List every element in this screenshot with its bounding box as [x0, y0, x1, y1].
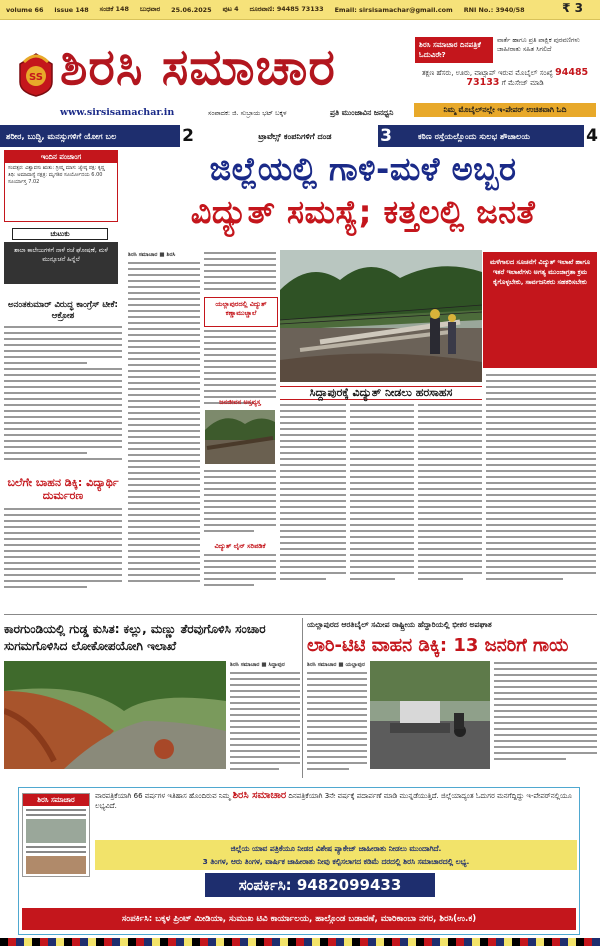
- landslide-photo: [4, 661, 226, 769]
- ad-address-bar: ಸಂಪರ್ಕಿಸಿ: ಬಕ್ಕಳ ಪ್ರಿಂಟ್ ಮೀಡಿಯಾ, ಸುಮುಖ ಟಿವಿ ಕಾರ್ಯಾಲಯ, ಹಾಲ್ಗೊಂಡ ಬಡಾವಣೆ, ಮಾರಿಕಾಂಬಾ ನಗರ, ಶಿರಸಿ(ಉ.ಕ): [22, 908, 576, 930]
- lead-column-3: [280, 404, 346, 594]
- promo-mid-text: [414, 68, 596, 98]
- landslide-image: [4, 661, 226, 769]
- top-info-bar: [0, 0, 600, 20]
- price-label: ₹ 3: [562, 1, 583, 15]
- promo-mid-lead: ತಕ್ಷಣ ಹೆಸರು, ಊರು, ವಾಟ್ಸಾಪ್ ಇರುವ ಮೊಬೈಲ್ ಸಂಖ್ಯೆ: [421, 69, 553, 77]
- edition-tagline: ಪ್ರತಿ ಮುಂಜಾವಿನ ಜನಧ್ವನಿ: [330, 108, 394, 117]
- rni-label: RNI No.: 3940/58: [463, 5, 525, 14]
- lead-subheading-2: ಜನಜೀವನ ಅಸ್ತವ್ಯಸ್ತ: [219, 398, 261, 406]
- right-column-body: [486, 374, 596, 594]
- lead-headline-1[interactable]: ಜಿಲ್ಲೆಯಲ್ಲಿ ಗಾಳಿ-ಮಳೆ ಅಬ್ಬರ: [209, 150, 517, 188]
- phone-label: ದೂರವಾಣಿ: 94485 73133: [249, 5, 324, 13]
- ticker-page-number: 4: [584, 125, 600, 147]
- ticker-page-number: 2: [180, 125, 196, 147]
- sidebar-story1-headline[interactable]: ಅನಂತಕುಮಾರ್ ವಿರುದ್ಧ ಕಾಂಗ್ರೆಸ್ ಟೀಕೆ: ಆಕ್ರೋಶ: [8, 300, 118, 321]
- thumbnail-title: ಶಿರಸಿ ಸಮಾಚಾರ: [23, 794, 89, 806]
- accident-body-2: [494, 662, 597, 772]
- accident-headline[interactable]: ಲಾರಿ-ಟಿಟಿ ವಾಹನ ಡಿಕ್ಕಿ: 13 ಜನರಿಗೆ ಗಾಯ: [307, 635, 569, 656]
- lead-headline-2[interactable]: ವಿದ್ಯುತ್ ಸಮಸ್ಯೆ; ಕತ್ತಲಲ್ಲಿ ಜನತೆ: [190, 193, 536, 231]
- lead-column-2-tail: [204, 554, 276, 594]
- volume-label: volume 66: [6, 5, 44, 14]
- masthead: [0, 20, 600, 125]
- lead-byline: ಶಿರಸಿ ಸಮಾಚಾರ ■ ಶಿರಸಿ: [128, 252, 176, 258]
- ticker-item-label: ಶರೀರ, ಬುದ್ಧಿ, ಮನಸ್ಸುಗಳಿಗೆ ಯೋಗ ಬಲ: [6, 131, 117, 141]
- color-registration-strip: [0, 938, 600, 946]
- landslide-body: [230, 672, 300, 780]
- lead-column-4: [350, 404, 414, 594]
- section-divider: [4, 614, 597, 615]
- sidebar-story2-body: [4, 508, 122, 594]
- lead-column-5: [418, 404, 482, 594]
- email-label: Email: sirsisamachar@gmail.com: [334, 5, 453, 14]
- subscription-advertisement: [18, 787, 580, 935]
- column-divider: [302, 618, 303, 778]
- accident-kicker: ಯಲ್ಲಾಪುರದ ಆರತಿಬೈಲ್ ಸಮೀಪ ರಾಷ್ಟ್ರೀಯ ಹೆದ್ದಾರಿಯಲ್ಲಿ ಭೀಕರ ಅಪಘಾತ: [307, 620, 492, 629]
- inside-pages-ticker: [0, 125, 600, 147]
- newspaper-thumbnail: [22, 793, 90, 877]
- promo-red-box: ಶಿರಸಿ ಸಮಾಚಾರ ದಿನಪತ್ರಿಕೆ ಓದುವಿರೇ?: [414, 36, 494, 64]
- panchang-box: [4, 150, 118, 222]
- promo-mid-tail: ಗೆ ಮೆಸೇಜ್ ಮಾಡಿ: [501, 79, 544, 87]
- ad-contact-number[interactable]: ಸಂಪರ್ಕಿಸಿ: 9482099433: [205, 873, 435, 897]
- ad-offer-line-2: 3 ತಿಂಗಳ, ಆರು ತಿಂಗಳ, ವಾರ್ಷಿಕ ಜಾಹೀರಾತು ನೀವು ಕಲ್ಪಿಸಲಾಗದ ಕಡಿಮೆ ದರದಲ್ಲಿ ಶಿರಸಿ ಸಮಾಚಾರದಲ್ಲಿ ಲಭ್ಯ.: [202, 857, 470, 866]
- ticker-page-number: 3: [378, 125, 394, 147]
- accident-byline: ಶಿರಸಿ ಸಮಾಚಾರ ■ ಯಲ್ಲಾಪುರ: [307, 662, 365, 668]
- ad-intro-lead: ವಾರಪತ್ರಿಕೆಯಾಗಿ 66 ವರ್ಷಗಳ ಇತಿಹಾಸ ಹೊಂದಿರುವ ನಿಮ್ಮ: [95, 792, 231, 800]
- ticker-item-1[interactable]: [0, 125, 196, 147]
- lead-photo-image: [280, 250, 482, 382]
- lead-subheading-3: ವಿದ್ಯುತ್ ಲೈನ್ ಸರಿಪಡಿಕೆ: [214, 542, 266, 550]
- lead-column-2-top: [204, 252, 276, 294]
- emblem-icon: [16, 52, 56, 98]
- sidebar-story2-headline[interactable]: ಬಲೆಗೇ ಬಾಹನ ಡಿಕ್ಕಿ: ವಿದ್ಯಾರ್ಥಿ ದುರ್ಮರಣ: [7, 476, 119, 502]
- promo-box: [414, 36, 596, 126]
- lead-column-2-mid: [204, 330, 276, 406]
- ad-masthead: ಶಿರಸಿ ಸಮಾಚಾರ: [232, 790, 287, 801]
- fallen-tree-photo: [205, 410, 275, 464]
- ad-offer-line-1: ಜಿಲ್ಲೆಯ ಯಾವ ಪತ್ರಿಕೆಯೂ ನೀಡದ ವಿಶೇಷ ಪ್ಯಾಕೇಜ್ ಜಾಹೀರಾತು ನೀಡಲು ಮುಂದಾಗಿದೆ.: [230, 844, 442, 853]
- website-link[interactable]: www.sirsisamachar.in: [60, 107, 175, 118]
- fallen-tree-image: [205, 410, 275, 464]
- lead-subheading-box: ಯಲ್ಲಾಪುರದಲ್ಲಿ ವಿದ್ಯುತ್ ಕಣ್ಣಾಮುಚ್ಚಾಲೆ: [204, 297, 278, 327]
- accident-image: [370, 661, 490, 769]
- inline-story-headline[interactable]: ಸಿದ್ದಾಪುರಕ್ಕೆ ವಿದ್ಯುತ್ ನೀಡಲು ಹರಸಾಹಸ: [280, 386, 482, 400]
- accident-body-1: [307, 672, 367, 780]
- svg-text:SS: SS: [29, 72, 43, 83]
- day-label: ಬುಧವಾರ: [139, 5, 161, 13]
- panchang-body: ಸಂವತ್ಸರ: ವಿಶ್ವಾವಸು ಋತು: ಗ್ರೀಷ್ಮ ಮಾಸ: ಜ್ಯೇಷ್ಠ ಪಕ್ಷ: ಕೃಷ್ಣ ತಿಥಿ: ಅಮಾವಾಸ್ಯೆ ನಕ್ಷತ್ರ: ಮೃಗಶಿರ ಸೂರ್ಯೋದಯ 6.00 ಸೂರ್ಯಾಸ್ತ 7.02: [8, 165, 105, 185]
- date-label: 25.06.2025: [171, 5, 212, 14]
- editor-line: ಸಂಪಾದಕ: ಜಿ. ಸುಬ್ರಾಯ ಭಟ್ ಬಕ್ಕಳ: [208, 109, 287, 117]
- promo-epaper-bar: ನಿಮ್ಮ ಮೊಬೈಲ್‌ನಲ್ಲೇ ಇ-ಪೇಪರ್ ಉಚಿತವಾಗಿ ಓದಿ: [414, 103, 596, 117]
- sidebar-story1-body: [4, 326, 122, 466]
- lead-column-2-bottom: [204, 470, 276, 540]
- landslide-headline[interactable]: ಕಾರಗುಂಡಿಯಲ್ಲಿ ಗುಡ್ಡ ಕುಸಿತ: ಕಲ್ಲು, ಮಣ್ಣು ತೆರವುಗೊಳಿಸಿ ಸಂಚಾರ ಸುಗಮಗೊಳಿಸಿದ ಲೋಕೋಪಯೋಗಿ ಇಲಾಖೆ: [4, 622, 266, 653]
- promo-right-text: ವಾರ್ತೆ ಹಾಗೂ ಪ್ರತಿ ಪಾಕ್ಷಿಕ ಪುರವಣಿಗಳು ಜಾಹೀರಾತು ಸಹಿತ ಸಿಗಲಿದೆ: [497, 36, 580, 53]
- accident-photo: [370, 661, 490, 769]
- lead-photo: [280, 250, 482, 382]
- ticker-item-label: ಕಠಿಣ ರಸ್ತೆಯಲ್ಲೊಂದು ಸುಲಭ ಶೌಚಾಲಯ: [418, 131, 531, 141]
- editorial-note-box: ಮಳೆಗಾಲದ ಸೂಚನೆಗೆ ವಿದ್ಯುತ್ ಇಲಾಖೆ ಹಾಗೂ ಇತರೆ ಇಲಾಖೆಗಳು ಅಗತ್ಯ ಮುಂಜಾಗ್ರತಾ ಕ್ರಮ ಕೈಗೊಳ್ಳಬೇಕು, ಸಾರ್ವಜನಿಕರು ಸಹಕರಿಸಬೇಕು: [483, 252, 597, 368]
- panchang-title: ಇಂದಿನ ಪಂಚಾಂಗ: [5, 151, 117, 163]
- lead-column-1: [128, 262, 200, 592]
- ad-intro-tail: ದಿನಪತ್ರಿಕೆಯಾಗಿ 3ನೇ ವರ್ಷಕ್ಕೆ ಪದಾರ್ಪಣೆ ಮಾಡಿ ಮುನ್ನಡೆಯುತ್ತಿದೆ. ಜಿಲ್ಲೆಯಾದ್ಯಂತ ಓದುಗರ ಮನಗೆದ್ದಿದ್ದು ಇ-ಪೇಪರ್‌ನಲ್ಲಿಯೂ ಲಭ್ಯವಿದೆ.: [95, 792, 572, 810]
- brief-news-box: ಶಾಲಾ ಕಾಲೇಜುಗಳಿಗೆ ನಾಳೆ ರಜೆ ಘೋಷಣೆ, ಮಳೆ ಮುನ್ಸೂಚನೆ ಹಿನ್ನೆಲೆ: [4, 242, 118, 284]
- news-tag: ಚುಟುಕು: [12, 228, 108, 240]
- left-sidebar: [4, 150, 122, 595]
- ad-intro: [95, 791, 577, 811]
- ad-offer-box: [95, 840, 577, 870]
- sanchike-label: ಸಂಚಿಕೆ 148: [99, 5, 129, 13]
- masthead-title: ಶಿರಸಿ ಸಮಾಚಾರ: [60, 38, 336, 96]
- ticker-item-3[interactable]: [394, 125, 600, 147]
- pages-label: ಪುಟ 4: [222, 5, 239, 13]
- promo-number: 94485 73133: [466, 67, 589, 88]
- ticker-item-label: ಟ್ರಾವೆಲ್ಸ್ ಕಂಪನಿಗಳಿಗೆ ದಂಡ: [258, 131, 332, 141]
- landslide-byline: ಶಿರಸಿ ಸಮಾಚಾರ ■ ಸಿದ್ದಾಪುರ: [230, 662, 285, 668]
- issue-label: issue 148: [54, 5, 89, 14]
- ticker-item-2[interactable]: [196, 125, 394, 147]
